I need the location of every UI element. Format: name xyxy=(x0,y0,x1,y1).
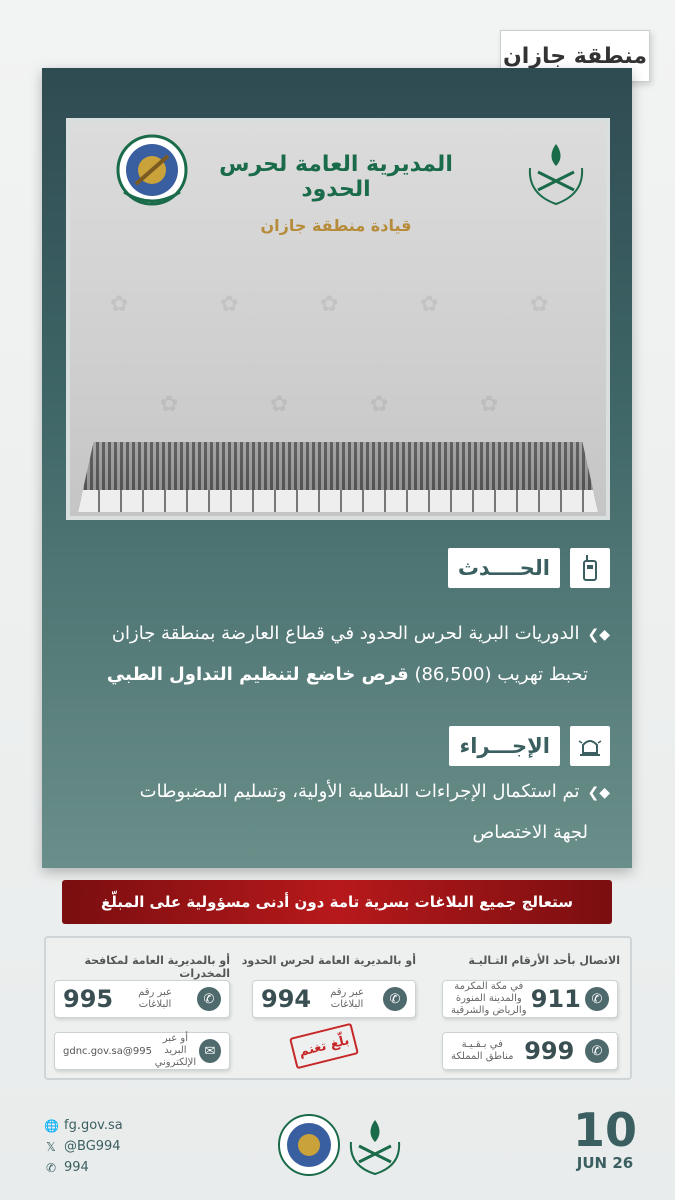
event-body xyxy=(70,614,610,695)
saudi-emblem-icon xyxy=(524,138,588,208)
phone-icon: ✆ xyxy=(585,987,609,1011)
hotline-995[interactable] xyxy=(54,980,230,1018)
email-contact[interactable] xyxy=(54,1032,230,1070)
main-card xyxy=(42,68,632,868)
phone-link[interactable]: ✆ 994 xyxy=(45,1160,89,1175)
contacts-col2-head: أو بالمديرية العامة لحرس الحدود xyxy=(241,954,416,967)
region-tag: منطقة جازان xyxy=(500,30,650,82)
hotline-911-number: 911 xyxy=(530,985,581,1013)
action-header xyxy=(449,724,610,768)
hotline-994-desc: عبر رقم البلاغات xyxy=(330,987,365,1010)
date-day: 10 xyxy=(573,1103,638,1157)
hotline-911[interactable] xyxy=(442,980,618,1018)
contacts-col1-head: الاتصال بأحد الأرقام التـاليـة xyxy=(468,954,620,967)
phone-icon: ✆ xyxy=(585,1039,609,1063)
event-line2-prefix: تحبط تهريب (86,500) xyxy=(414,664,588,685)
event-line1: الدوريات البرية لحرس الحدود في قطاع العارضة بمنطقة جازان xyxy=(111,623,580,644)
hotline-999[interactable] xyxy=(442,1032,618,1070)
walkie-talkie-icon xyxy=(570,548,610,588)
email-address[interactable]: 995@gdnc.gov.sa xyxy=(63,1045,152,1057)
photo-title-block xyxy=(186,152,486,235)
siren-icon xyxy=(570,726,610,766)
x-link[interactable]: 𝕏 @BG994 xyxy=(44,1139,123,1154)
date-month: JUN 26 xyxy=(576,1154,634,1172)
report-stamp: بلّغ تغنم xyxy=(289,1023,359,1070)
phone-icon: ✆ xyxy=(383,987,407,1011)
pill-boxes-pile xyxy=(78,442,598,512)
seized-items-photo: ✿ ✿ ✿ ✿ ✿ ✿ ✿ ✿ ✿ المديرية العامة لحرس الحدود قيادة منطقة جازان xyxy=(66,118,610,520)
action-body xyxy=(70,772,610,853)
website-link[interactable]: 🌐 fg.gov.sa xyxy=(44,1118,123,1133)
confidentiality-banner: ستعالج جميع البلاغات بسرية تامة دون أدنى مسؤولية على المبلّغ xyxy=(62,880,612,924)
chevron-bullet-icon: ◆❯ xyxy=(587,785,610,801)
email-icon: ✉ xyxy=(199,1039,221,1063)
action-header-label: الإجـــراء xyxy=(449,726,560,766)
hotline-995-number: 995 xyxy=(63,985,114,1013)
agency-title: المديرية العامة لحرس الحدود xyxy=(219,152,453,202)
hotline-995-desc: عبر رقم البلاغات xyxy=(138,987,173,1010)
hotline-999-number: 999 xyxy=(524,1037,575,1065)
contacts-col3-head: أو بالمديرية العامة لمكافحة المخدرات xyxy=(84,954,230,980)
event-header xyxy=(448,546,610,590)
date-block xyxy=(573,1103,638,1172)
chevron-bullet-icon: ◆❯ xyxy=(587,627,610,643)
event-header-label: الحــــدث xyxy=(448,548,560,588)
email-label: أو عبر البريد الإلكتروني xyxy=(154,1033,197,1068)
globe-icon: 🌐 xyxy=(44,1118,59,1133)
border-guard-emblem-icon xyxy=(279,1115,339,1175)
footer-links xyxy=(44,1118,123,1181)
phone-icon: ✆ xyxy=(45,1160,57,1175)
hotline-994[interactable] xyxy=(252,980,416,1018)
hotline-911-desc: في مكة المكرمة والمدينة المنورة والرياض والشرقية xyxy=(451,981,527,1016)
event-line2-bold: قرص خاضع لتنظيم التداول الطبي xyxy=(106,664,409,685)
hotline-999-desc: في بـقـيـة مناطق المملكة xyxy=(451,1039,514,1062)
saudi-emblem-icon xyxy=(351,1120,399,1174)
x-logo-icon: 𝕏 xyxy=(46,1139,56,1154)
hotline-994-number: 994 xyxy=(261,985,312,1013)
action-line2: لجهة الاختصاص xyxy=(472,822,588,843)
border-guard-emblem-icon xyxy=(114,132,190,208)
agency-subtitle: قيادة منطقة جازان xyxy=(260,216,412,235)
action-line1: تم استكمال الإجراءات النظامية الأولية، وتسليم المضبوطات xyxy=(139,781,580,802)
footer-logos xyxy=(275,1112,411,1178)
phone-icon: ✆ xyxy=(197,987,221,1011)
